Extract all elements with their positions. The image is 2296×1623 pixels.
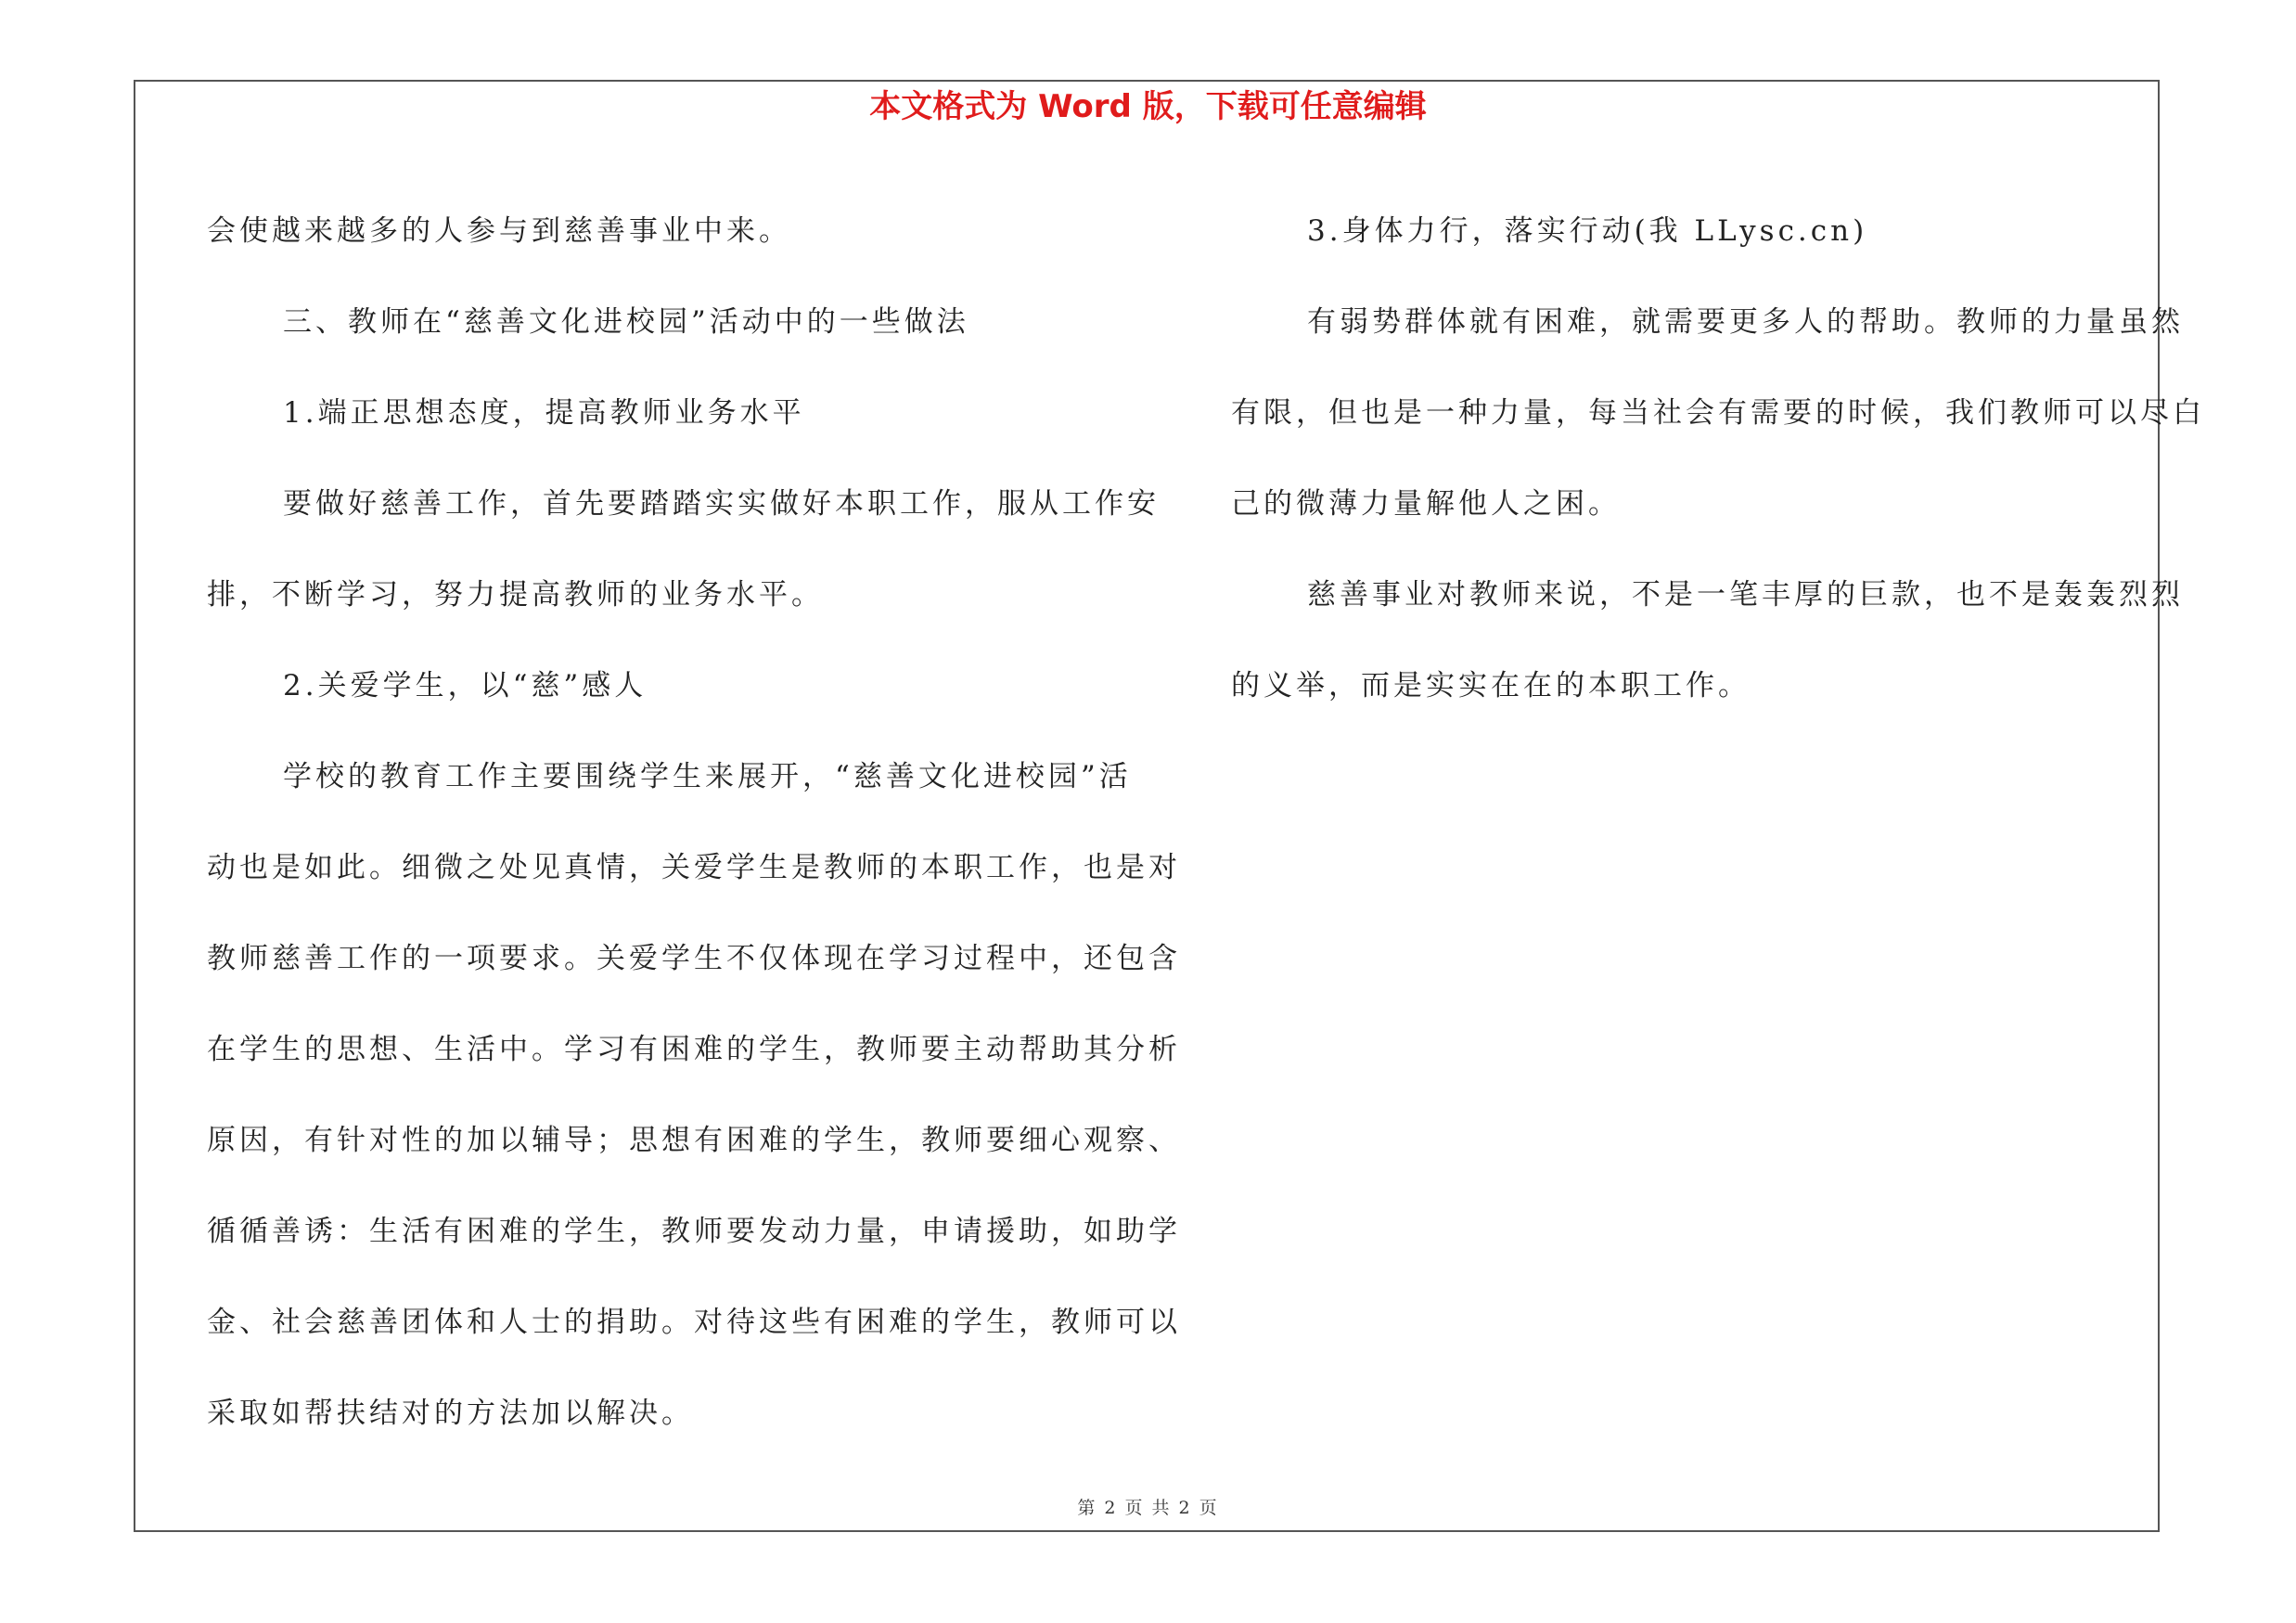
format-notice-banner: 本文格式为 Word 版，下载可任意编辑 [869,88,1427,125]
paragraph-line: 慈善事业对教师来说，不是一笔丰厚的巨款，也不是轰轰烈烈 [1307,578,2184,612]
subsection-heading-2: 2.关爱学生，以“慈”感人 [283,669,648,702]
paragraph-line: 金、社会慈善团体和人士的捐助。对待这些有困难的学生，教师可以 [207,1306,1181,1339]
paragraph-line: 教师慈善工作的一项要求。关爱学生不仅体现在学习过程中，还包含 [207,942,1181,975]
page-number-footer: 第 2 页 共 2 页 [1077,1498,1219,1518]
paragraph-line: 有弱势群体就有困难，就需要更多人的帮助。教师的力量虽然 [1307,305,2184,339]
section-heading: 三、教师在“慈善文化进校园”活动中的一些做法 [283,305,969,339]
paragraph-line: 采取如帮扶结对的方法加以解决。 [207,1397,694,1430]
left-column [207,186,1181,1459]
paragraph-line: 在学生的思想、生活中。学习有困难的学生，教师要主动帮助其分析 [207,1033,1181,1066]
paragraph-line: 原因，有针对性的加以辅导；思想有困难的学生，教师要细心观察、 [207,1124,1181,1157]
right-column [1231,186,2205,731]
subsection-heading-1: 1.端正思想态度，提高教师业务水平 [283,396,805,430]
paragraph-line: 有限，但也是一种力量，每当社会有需要的时候，我们教师可以尽白 [1231,396,2205,430]
subsection-heading-3: 3.身体力行，落实行动(我 LLysc.cn) [1307,214,1868,248]
paragraph-line: 循循善诱：生活有困难的学生，教师要发动力量，申请援助，如助学 [207,1215,1181,1248]
paragraph-line: 学校的教育工作主要围绕学生来展开，“慈善文化进校园”活 [283,760,1132,793]
paragraph-continuation: 会使越来越多的人参与到慈善事业中来。 [207,214,791,248]
paragraph-line: 要做好慈善工作，首先要踏踏实实做好本职工作，服从工作安 [283,487,1160,521]
paragraph-line: 己的微薄力量解他人之困。 [1231,487,1621,521]
paragraph-line: 动也是如此。细微之处见真情，关爱学生是教师的本职工作，也是对 [207,851,1181,884]
paragraph-line: 的义举，而是实实在在的本职工作。 [1231,669,1751,702]
paragraph-line: 排，不断学习，努力提高教师的业务水平。 [207,578,824,612]
